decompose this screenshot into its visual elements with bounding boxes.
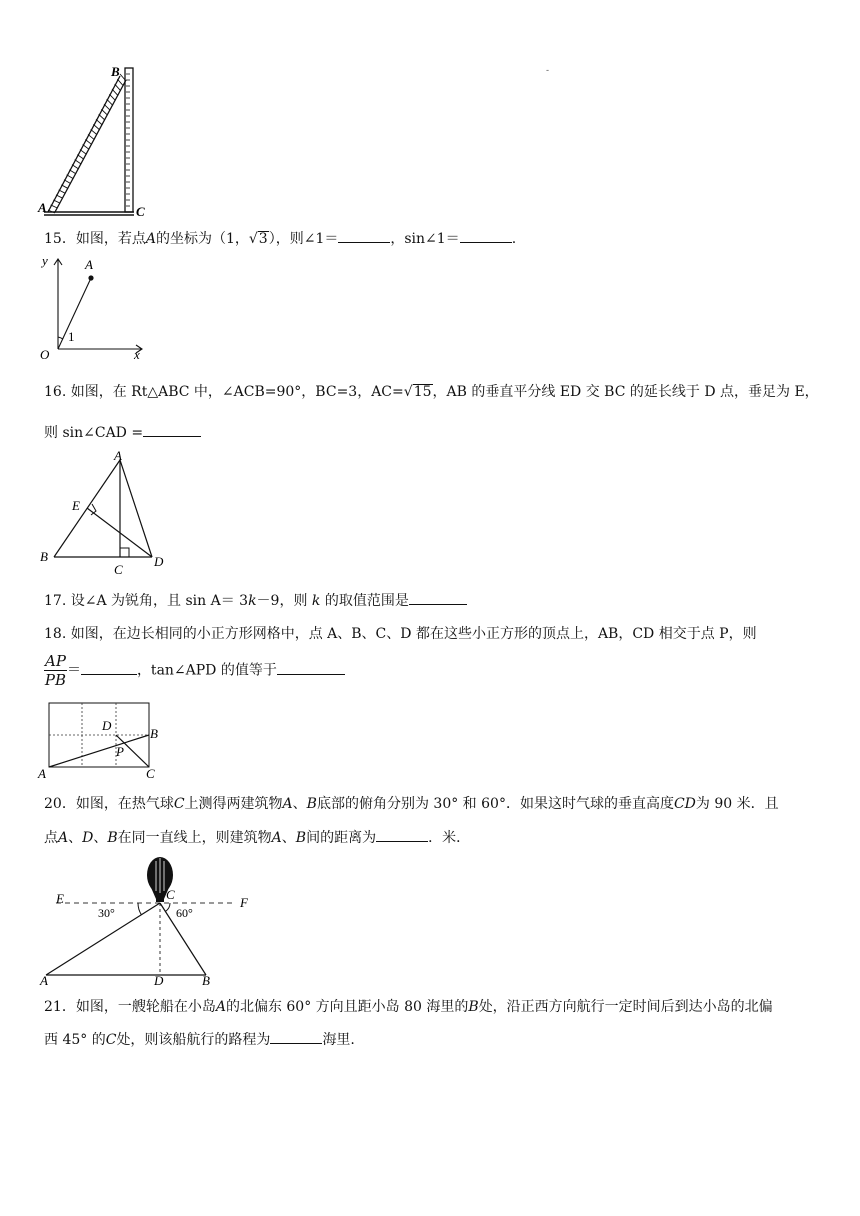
q15-end: . — [511, 231, 517, 247]
q20-line2c: 间的距离为 — [306, 830, 377, 846]
q20-line2d: ．米． — [428, 830, 471, 846]
q20-a3: A — [271, 830, 282, 846]
question-21-line2 — [44, 1031, 355, 1049]
fig15-label-o: O — [40, 347, 50, 361]
q17-minus: －9，则 — [256, 593, 308, 609]
q18-mid: ，tan∠APD 的值等于 — [136, 662, 277, 679]
q15-sep: ，sin∠1＝ — [390, 231, 460, 247]
q18-line1: 18. 如图，在边长相同的小正方形网格中，点 A、B、C、D 都在这些小正方形的顶点上，AB，CD 相交于点 P，则 — [44, 626, 757, 642]
q20-cd: CD — [673, 796, 696, 812]
fig18-label-c: C — [146, 766, 155, 781]
answer-blank[interactable] — [338, 230, 390, 243]
page-mark: - — [546, 66, 550, 76]
q17-k2: k — [311, 593, 321, 609]
fig16-label-d: D — [154, 554, 164, 569]
q20-line2a: 点 — [44, 830, 58, 846]
question-17 — [44, 592, 467, 610]
question-21-line1 — [44, 998, 773, 1016]
q15-mid: 的坐标为（1， — [155, 231, 249, 247]
sqrt-symbol: √ — [403, 384, 413, 400]
q18-fraction — [44, 652, 67, 689]
q20-d2: D — [82, 830, 94, 846]
question-16-line2 — [44, 424, 201, 442]
fig15-angle-label: 1 — [68, 329, 75, 344]
fig18-label-a: A — [38, 766, 46, 781]
q20-line1d: 为 90 米．且 — [695, 796, 779, 812]
q20-b2: B — [107, 830, 118, 846]
q15-after: ），则∠1＝ — [268, 231, 339, 247]
q18-frac-num: AP — [45, 652, 66, 670]
question-15 — [44, 230, 516, 248]
q17-prefix: 17. 设∠A 为锐角，且 sin A＝ 3 — [44, 593, 249, 609]
q15-point: A — [145, 231, 156, 247]
fig18-label-b: B — [150, 726, 158, 741]
answer-blank[interactable] — [277, 662, 345, 675]
q17-suffix: 的取值范围是 — [324, 593, 409, 609]
q21-line1c: 处，沿正西方向航行一定时间后到达小岛的北偏 — [478, 999, 773, 1015]
fig18-label-d: D — [102, 718, 112, 733]
q21-a1: A — [215, 999, 226, 1015]
answer-blank[interactable] — [460, 230, 512, 243]
q20-sep1: 、 — [292, 796, 307, 812]
fig16-label-b: B — [40, 549, 48, 564]
q16-sqrt: 15 — [413, 384, 432, 400]
fig20-label-d: D — [154, 973, 164, 987]
q20-line1b: 上测得两建筑物 — [184, 796, 283, 812]
fig16-label-a: A — [114, 450, 122, 463]
q21-line2c: 海里. — [322, 1032, 355, 1048]
figure-20 — [36, 855, 266, 987]
question-20-line1 — [44, 795, 779, 813]
q20-sep4: 、 — [281, 830, 296, 846]
q20-a2: A — [58, 830, 69, 846]
q21-line2b: 处，则该船航行的路程为 — [116, 1032, 271, 1048]
answer-blank[interactable] — [143, 424, 201, 437]
fig20-label-b: B — [202, 973, 210, 987]
fig20-angle-30: 30° — [98, 906, 115, 920]
q20-b1: B — [306, 796, 317, 812]
fig20-angle-60: 60° — [176, 906, 193, 920]
q18-eq: ＝ — [66, 662, 81, 679]
figure-15 — [38, 253, 148, 361]
q20-line1c: 底部的俯角分别为 30° 和 60°．如果这时气球的垂直高度 — [316, 796, 674, 812]
q21-line1a: 21．如图，一艘轮船在小岛 — [44, 999, 216, 1015]
ladder-label-c: C — [136, 204, 145, 219]
q15-sqrt: 3 — [258, 231, 268, 247]
fig15-label-a: A — [85, 257, 93, 272]
q16-line2: 则 sin∠CAD = — [44, 425, 144, 441]
fig20-label-f: F — [240, 895, 248, 910]
fig20-label-c: C — [166, 887, 175, 902]
q15-prefix: 15．如图，若点 — [44, 231, 146, 247]
fig15-label-y: y — [42, 253, 48, 268]
q16-line1: 16. 如图，在 Rt△ABC 中，∠ACB=90°，BC=3，AC= — [44, 384, 404, 400]
q21-line1b: 的北偏东 60° 方向且距小岛 80 海里的 — [225, 999, 469, 1015]
ladder-figure — [34, 62, 164, 222]
sqrt-symbol: √ — [248, 231, 258, 247]
fig20-label-e: E — [56, 891, 64, 906]
question-18-line2 — [44, 652, 345, 689]
q20-sep2: 、 — [68, 830, 83, 846]
q20-sep3: 、 — [93, 830, 108, 846]
question-16-line1 — [44, 383, 819, 401]
figure-18 — [36, 700, 166, 782]
fig18-label-p: P — [116, 744, 124, 759]
question-20-line2 — [44, 829, 470, 847]
q20-line1a: 20．如图，在热气球 — [44, 796, 174, 812]
figure-16 — [34, 450, 174, 580]
q20-c1: C — [173, 796, 185, 812]
q16-line1-end: ，AB 的垂直平分线 ED 交 BC 的延长线于 D 点，垂足为 E， — [432, 384, 819, 400]
fig16-label-e: E — [72, 498, 80, 513]
q20-line2b: 在同一直线上，则建筑物 — [117, 830, 272, 846]
answer-blank[interactable] — [81, 662, 137, 675]
q21-b1: B — [468, 999, 479, 1015]
answer-blank[interactable] — [270, 1031, 322, 1044]
answer-blank[interactable] — [409, 592, 467, 605]
fig20-label-a: A — [40, 973, 48, 987]
answer-blank[interactable] — [376, 829, 428, 842]
q17-k1: k — [248, 593, 257, 609]
q20-a1: A — [282, 796, 293, 812]
ladder-label-b: B — [111, 64, 120, 79]
question-18-line1 — [44, 625, 757, 643]
q18-frac-den: PB — [44, 671, 67, 689]
q21-c2: C — [105, 1032, 117, 1048]
fig15-label-x: x — [134, 347, 140, 361]
fig16-label-c: C — [114, 562, 123, 577]
q21-line2a: 西 45° 的 — [44, 1032, 106, 1048]
ladder-label-a: A — [38, 200, 47, 215]
q20-b3: B — [295, 830, 307, 846]
